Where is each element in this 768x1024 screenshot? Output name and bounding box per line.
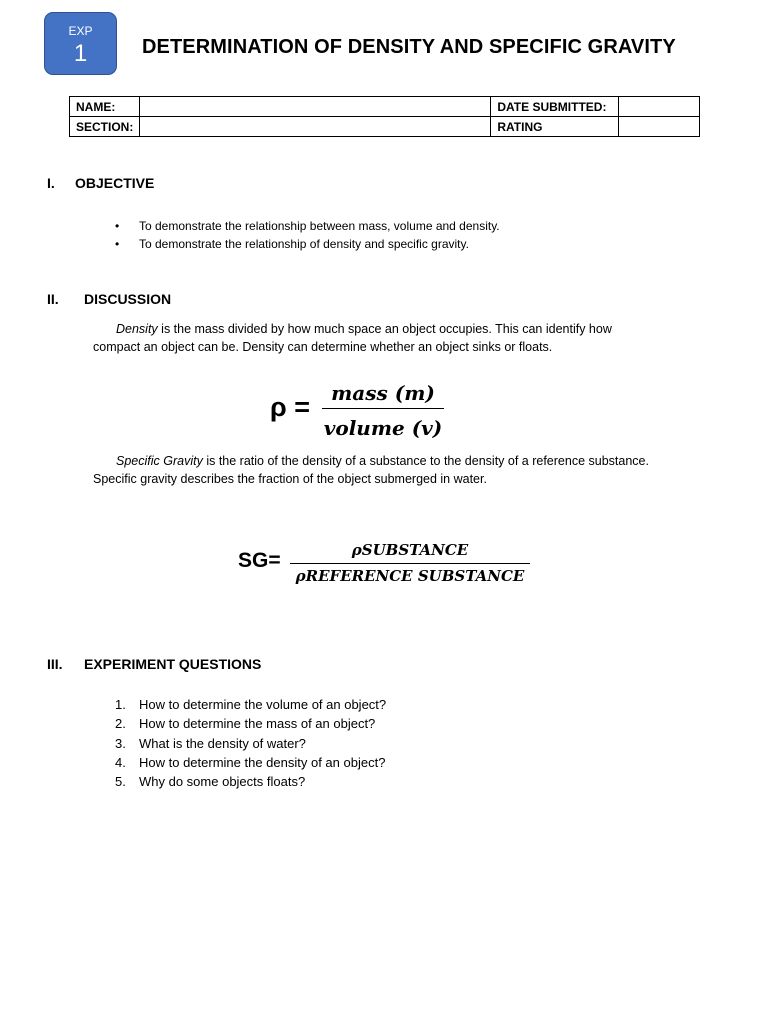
question-number: 1.	[115, 697, 126, 712]
specific-gravity-formula-denominator: ρREFERENCE SUBSTANCE	[295, 567, 525, 585]
density-text-line-2: compact an object can be. Density can determine whether an object sinks or floats.	[93, 340, 553, 354]
list-item	[115, 235, 500, 253]
table-row	[70, 117, 700, 137]
section-number: II.	[47, 291, 59, 307]
section-label: SECTION:	[70, 117, 140, 137]
list-item-text: To demonstrate the relationship between mass, volume and density.	[139, 219, 500, 233]
section-number: I.	[47, 175, 55, 191]
experiment-badge	[44, 12, 117, 75]
density-term: Density	[116, 322, 158, 336]
density-formula-numerator: mass (m)	[331, 381, 435, 405]
question-number: 4.	[115, 754, 126, 770]
list-item	[115, 734, 386, 753]
rating-field[interactable]	[619, 117, 700, 137]
student-info-table	[69, 96, 700, 137]
specific-gravity-formula-numerator: ρSUBSTANCE	[351, 541, 469, 559]
section-title: OBJECTIVE	[75, 175, 155, 191]
date-submitted-label: DATE SUBMITTED:	[491, 97, 619, 117]
list-item	[115, 695, 387, 714]
list-item	[115, 217, 500, 235]
question-number: 5.	[115, 774, 126, 790]
question-text: How to determine the volume of an object?	[139, 697, 387, 712]
question-number: 2.	[115, 716, 126, 732]
rating-label: RATING	[491, 117, 619, 137]
question-number: 3.	[115, 735, 126, 751]
question-text: How to determine the density of an object?	[139, 754, 386, 770]
list-item	[115, 772, 386, 791]
objective-list	[115, 217, 500, 253]
bullet-icon: •	[115, 237, 120, 251]
specific-gravity-text-line-2: Specific gravity describes the fraction of the object submerged in water.	[93, 472, 487, 486]
section-number: III.	[47, 656, 63, 672]
density-paragraph	[93, 320, 693, 356]
experiment-number: 1	[73, 40, 88, 67]
date-submitted-field[interactable]	[619, 97, 700, 117]
list-item-text: To demonstrate the relationship of density and specific gravity.	[139, 237, 469, 251]
density-text-line-1: is the mass divided by how much space an object occupies. This can identify how	[157, 322, 612, 336]
experiment-badge-label: EXP	[68, 24, 93, 38]
specific-gravity-text-line-1: is the ratio of the density of a substance to the density of a reference substance.	[202, 454, 649, 468]
specific-gravity-term: Specific Gravity	[116, 454, 203, 468]
density-formula-fraction	[322, 378, 444, 443]
specific-gravity-paragraph	[93, 452, 693, 488]
specific-gravity-formula-fraction	[290, 539, 530, 588]
question-text: What is the density of water?	[139, 735, 306, 751]
specific-gravity-formula-lhs: SG=	[238, 549, 281, 572]
list-item	[115, 753, 386, 772]
density-formula-lhs: ρ =	[270, 392, 310, 422]
name-field[interactable]	[140, 97, 491, 117]
question-text: Why do some objects floats?	[139, 774, 306, 790]
table-row	[70, 97, 700, 117]
list-item	[115, 714, 386, 733]
experiment-questions-list	[115, 695, 387, 791]
bullet-icon: •	[115, 219, 120, 233]
section-title: EXPERIMENT QUESTIONS	[84, 656, 262, 672]
section-field[interactable]	[140, 117, 491, 137]
density-formula-denominator: volume (v)	[323, 416, 443, 440]
question-text: How to determine the mass of an object?	[139, 716, 376, 732]
name-label: NAME:	[70, 97, 140, 117]
page-title: DETERMINATION OF DENSITY AND SPECIFIC GRAVITY	[142, 36, 676, 58]
section-title: DISCUSSION	[84, 291, 172, 307]
